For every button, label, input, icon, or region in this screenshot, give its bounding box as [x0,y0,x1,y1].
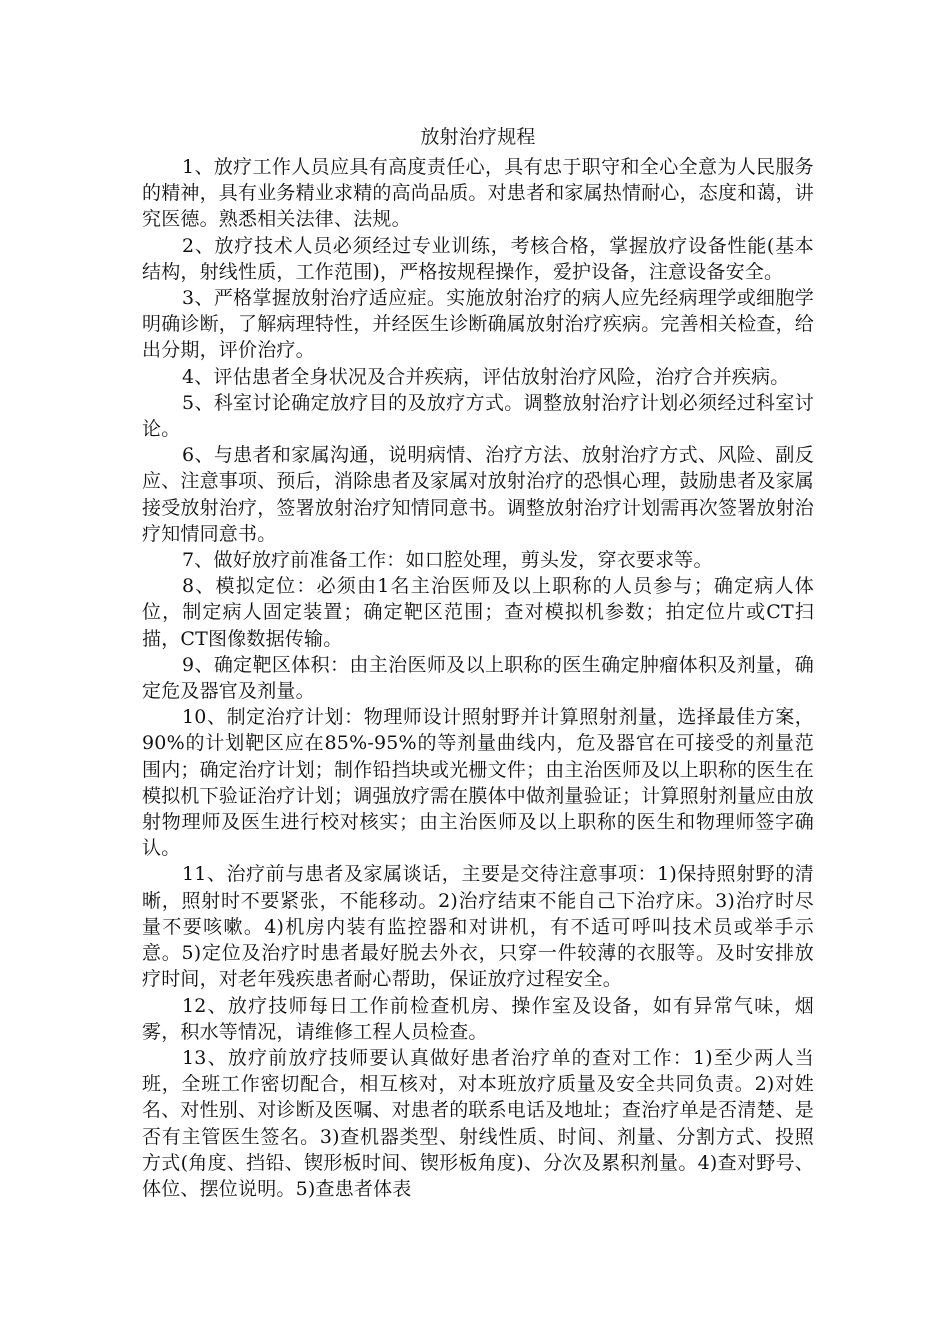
document-body [142,124,814,1202]
paragraph-3: 3、严格掌握放射治疗适应症。实施放射治疗的病人应先经病理学或细胞学明确诊断，了解病理特性，并经医生诊断确属放射治疗疾病。完善相关检查，给出分期，评价治疗。 [142,287,815,362]
paragraph-12: 12、放疗技师每日工作前检查机房、操作室及设备，如有异常气味，烟雾，积水等情况，请维修工程人员检查。 [142,994,814,1043]
paragraph-10: 10、制定治疗计划：物理师设计照射野并计算照射剂量，选择最佳方案，90%的计划靶区应在85%-95%的等剂量曲线内，危及器官在可接受的剂量范围内；确定治疗计划；制作铅挡块或光栅文件；由主治医师及以上职称的医生在模拟机下验证治疗计划；调强放疗需在膜体中做剂量验证；计算照射剂量应由放射物理师及医生进行校对核实；由主治医师及以上职称的医生和物理师签字确认。 [142,706,815,860]
paragraph-7: 7、做好放疗前准备工作：如口腔处理，剪头发，穿衣要求等。 [182,549,713,572]
paragraph-2: 2、放疗技术人员必须经过专业训练，考核合格，掌握放疗设备性能(基本结构，射线性质，工作范围)，严格按规程操作，爱护设备，注意设备安全。 [142,234,814,283]
paragraph-11: 11、治疗前与患者及家属谈话，主要是交待注意事项：1)保持照射野的清晰，照射时不要紧张，不能移动。2)治疗结束不能自己下治疗床。3)治疗时尽量不要咳嗽。4)机房内装有监控器和对讲机，有不适可呼叫技术员或举手示意。5)定位及治疗时患者最好脱去外衣，只穿一件较薄的衣服等。及时安排放疗时间，对老年残疾患者耐心帮助，保证放疗过程安全。 [142,863,814,991]
document-title: 放射治疗规程 [420,126,536,148]
paragraph-4: 4、评估患者全身状况及合并疾病，评估放射治疗风险，治疗合并疾病。 [182,365,790,388]
paragraph-6: 6、与患者和家属沟通，说明病情、治疗方法、放射治疗方式、风险、副反应、注意事项、预后，消除患者及家属对放射治疗的恐惧心理，鼓励患者及家属接受放射治疗，签署放射治疗知情同意书。调整放射治疗计划需再次签署放射治疗知情同意书。 [142,444,815,545]
paragraph-13: 13、放疗前放疗技师要认真做好患者治疗单的查对工作：1)至少两人当班，全班工作密切配合，相互核对，对本班放疗质量及安全共同负责。2)对姓名、对性别、对诊断及医嘱、对患者的联系电话及地址；查治疗单是否清楚、是否有主管医生签名。3)查机器类型、射线性质、时间、剂量、分割方式、投照方式(角度、挡铅、锲形板时间、锲形板角度)、分次及累积剂量。4)查对野号、体位、摆位说明。5)查患者体表 [142,1046,815,1200]
paragraph-8: 8、模拟定位：必须由1名主治医师及以上职称的人员参与；确定病人体位，制定病人固定装置；确定靶区范围；查对模拟机参数；拍定位片或CT扫描，CT图像数据传输。 [142,575,814,650]
paragraph-1: 1、放疗工作人员应具有高度责任心，具有忠于职守和全心全意为人民服务的精神，具有业务精业求精的高尚品质。对患者和家属热情耐心，态度和蔼，讲究医德。熟悉相关法律、法规。 [142,156,815,231]
paragraph-5: 5、科室讨论确定放疗目的及放疗方式。调整放射治疗计划必须经过科室讨论。 [142,391,814,441]
paragraph-9: 9、确定靶区体积：由主治医师及以上职称的医生确定肿瘤体积及剂量，确定危及器官及剂量。 [142,653,814,703]
